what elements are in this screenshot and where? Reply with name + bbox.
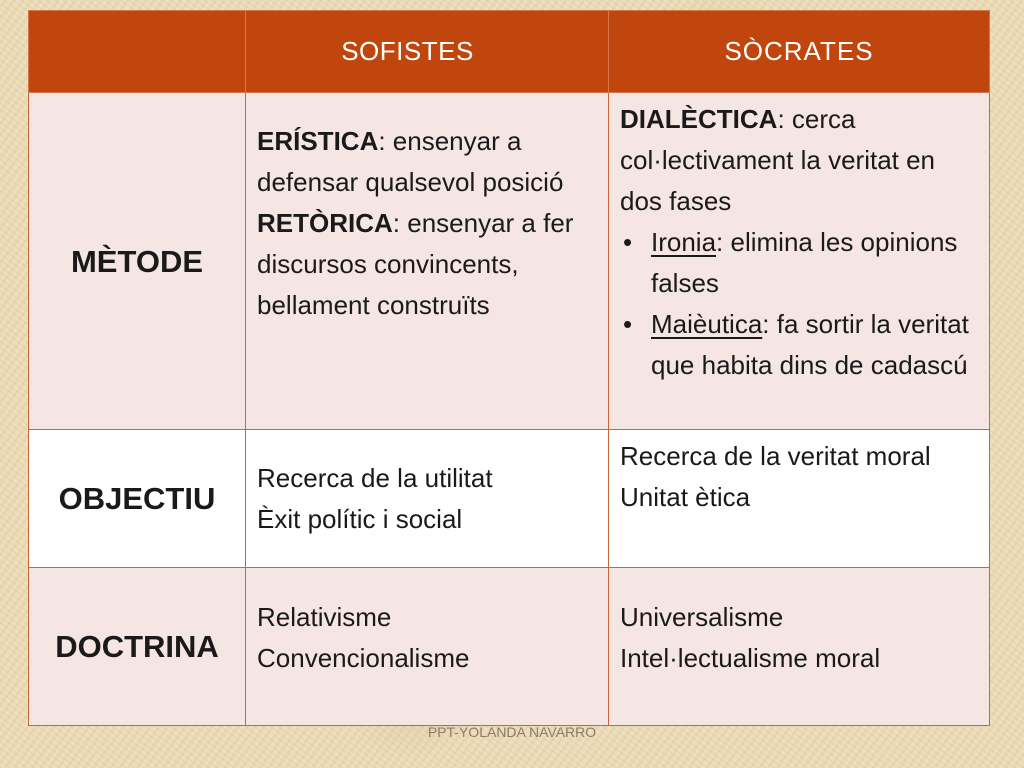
table-row-metode xyxy=(29,93,990,430)
eristica-paragraph xyxy=(257,126,563,197)
doctrina-sofistes-line: Convencionalisme xyxy=(257,642,470,673)
list-item-ironia xyxy=(620,222,979,304)
dialectica-text: : cerca col·lectivament la veritat en dos fases xyxy=(620,104,936,216)
row-label-doctrina: DOCTRINA xyxy=(29,568,246,726)
ironia-text: : elimina les opinions falses xyxy=(651,227,958,298)
eristica-text: : ensenyar a defensar qualsevol posició xyxy=(257,126,564,197)
doctrina-socrates-cell xyxy=(609,568,990,726)
comparison-table xyxy=(28,10,990,726)
row-label-objectiu: OBJECTIU xyxy=(29,430,246,568)
objectiu-socrates-cell xyxy=(609,430,990,568)
table-header-row xyxy=(29,11,990,93)
table-row-doctrina xyxy=(29,568,990,726)
footer-credit: PPT-YOLANDA NAVARRO xyxy=(427,724,597,740)
retorica-text: : ensenyar a fer discursos convincents, bellament construïts xyxy=(257,208,574,320)
objectiu-socrates-line: Recerca de la veritat moral xyxy=(620,441,931,471)
dialectica-paragraph xyxy=(620,104,935,216)
dialectica-term: DIALÈCTICA xyxy=(620,104,778,134)
eristica-term: ERÍSTICA xyxy=(257,126,379,156)
retorica-paragraph xyxy=(257,208,573,320)
ironia-term: Ironia xyxy=(651,227,717,257)
dialectica-phases-list xyxy=(620,222,979,386)
row-label-metode: MÈTODE xyxy=(29,93,246,430)
header-corner-cell xyxy=(29,11,246,93)
doctrina-socrates-line: Universalisme xyxy=(620,601,784,632)
objectiu-sofistes-line: Recerca de la utilitat xyxy=(257,462,493,493)
table-row-objectiu xyxy=(29,430,990,568)
metode-sofistes-cell xyxy=(246,93,609,430)
objectiu-sofistes-cell xyxy=(246,430,609,568)
doctrina-socrates-line: Intel·lectualisme moral xyxy=(620,642,881,673)
doctrina-sofistes-cell xyxy=(246,568,609,726)
header-socrates: SÒCRATES xyxy=(609,11,990,93)
list-item-maieutica xyxy=(620,304,979,386)
header-sofistes: SOFISTES xyxy=(246,11,609,93)
metode-socrates-cell xyxy=(609,93,990,430)
maieutica-term: Maièutica xyxy=(651,309,763,339)
doctrina-sofistes-line: Relativisme xyxy=(257,601,392,632)
objectiu-sofistes-line: Èxit polític i social xyxy=(257,503,463,534)
retorica-term: RETÒRICA xyxy=(257,208,393,238)
objectiu-socrates-line: Unitat ètica xyxy=(620,482,751,512)
maieutica-text: : fa sortir la veritat que habita dins de cadascú xyxy=(651,309,969,380)
